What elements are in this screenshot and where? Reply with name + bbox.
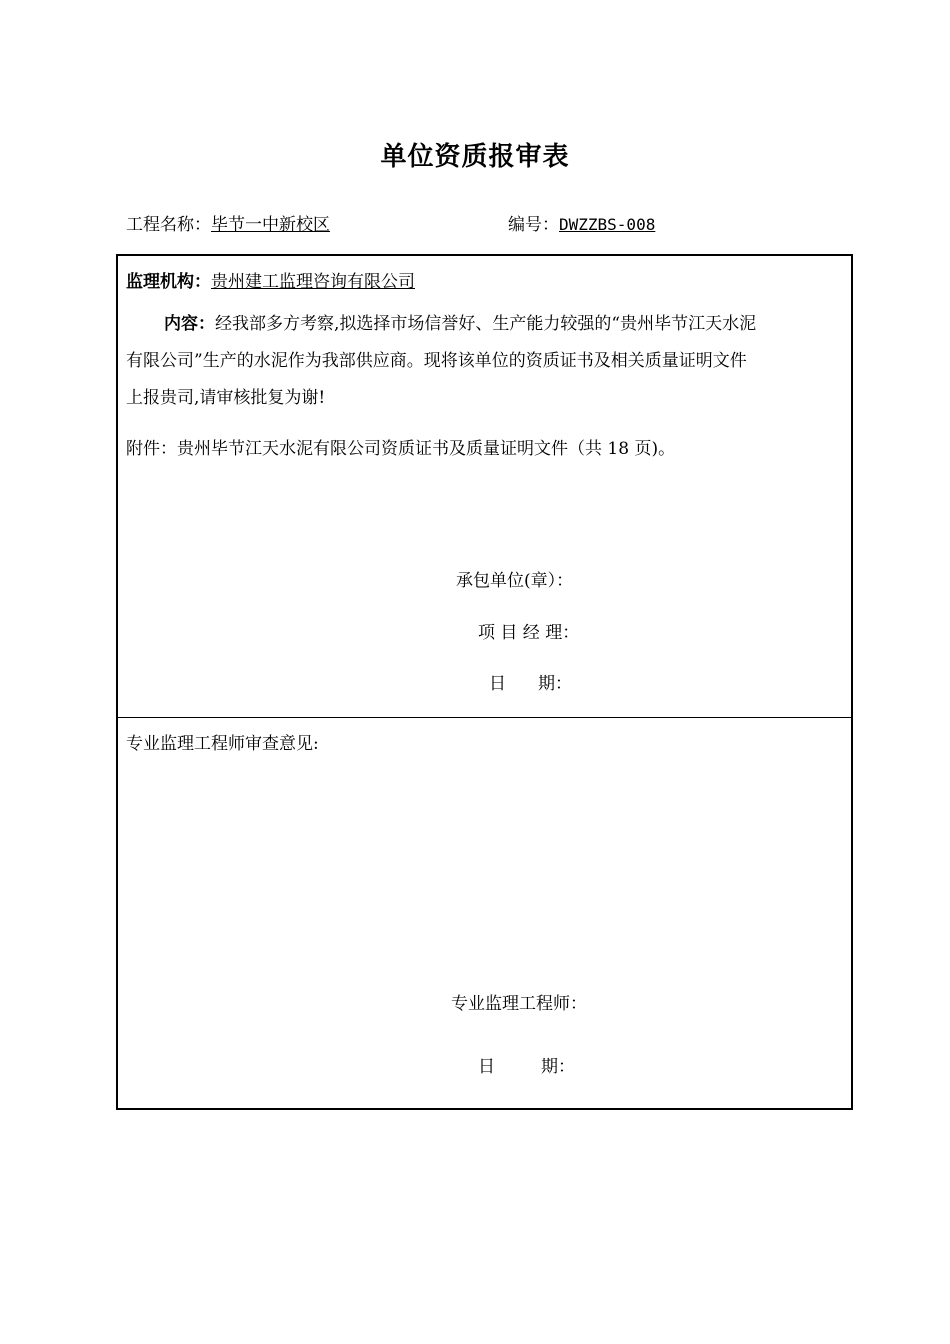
- supervision-org-row: [126, 267, 415, 292]
- page-title: 单位资质报审表: [380, 142, 570, 172]
- org-name: 贵州建工监理咨询有限公司: [211, 272, 415, 292]
- project-label: 工程名称：: [126, 215, 211, 235]
- form-table: [116, 254, 853, 1110]
- date-label-1-right: 期：: [538, 674, 572, 694]
- engineer-signature-label: 专业监理工程师：: [451, 994, 587, 1014]
- date-label-2-right: 期：: [541, 1057, 575, 1077]
- content-text-1: 经我部多方考察,拟选择市场信誉好、生产能力较强的“贵州毕节江天水泥: [215, 314, 757, 334]
- date-label-2: [478, 1052, 575, 1077]
- date-label-2-left: 日: [478, 1057, 495, 1077]
- content-line-2: 有限公司”生产的水泥作为我部供应商。现将该单位的资质证书及相关质量证明文件: [126, 351, 747, 371]
- section-divider: [118, 717, 851, 718]
- org-label: 监理机构：: [126, 272, 211, 292]
- contractor-label: 承包单位(章）：: [456, 571, 574, 591]
- attachment-line: 附件：贵州毕节江天水泥有限公司资质证书及质量证明文件（共 18 页)。: [126, 439, 676, 459]
- document-number-row: [508, 210, 655, 235]
- content-label: 内容：: [164, 314, 215, 334]
- project-manager-label: 项 目 经 理：: [478, 623, 580, 643]
- number-value: DWZZBS-008: [559, 215, 656, 234]
- project-name: 毕节一中新校区: [211, 215, 330, 235]
- number-label: 编号：: [508, 215, 559, 235]
- content-line-3: 上报贵司,请审核批复为谢!: [126, 388, 326, 408]
- project-name-row: [126, 210, 330, 235]
- engineer-opinion-label: 专业监理工程师审查意见:: [126, 734, 319, 754]
- content-line-1: [164, 309, 756, 334]
- date-label-1-left: 日: [489, 674, 506, 694]
- date-label-1: [489, 669, 572, 694]
